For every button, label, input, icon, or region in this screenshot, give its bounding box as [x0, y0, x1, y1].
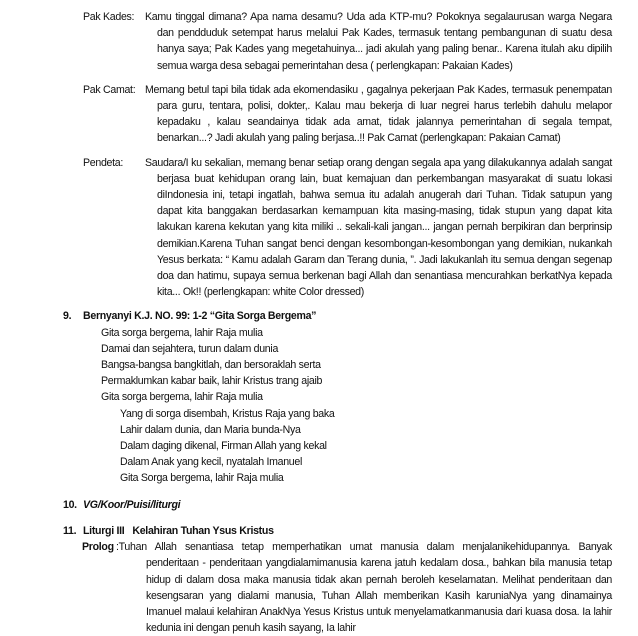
lyric-line: Yang di sorga disembah, Kristus Raja yang baka — [120, 407, 335, 420]
dialogue-text: Saudara/I ku sekalian, memang benar setiap orang dengan segala apa yang dilakukannya adalah sangat berjasa buat kehidupan orang lain, buat kemajuan dan perkembangan masyarakat di suatu lokasi diIndonesia ini, tetapi ingatlah, bahwa semua itu adalah anugerah dari Tuhan. Tidak satupun yang dapat kita banggakan berdasarkan kemampuan kita masing-masing, tidak stupun yang dapat kita lakukan karena kekutan yang kita miliki .. sekali-kali jangan... jangan pernah berpikiran dan berprinsip demikian.Karena Tuhan sangat benci dengan kesombongan-kesombongan yang demikian, nukankah Yesus berkata: “ Kamu adalah Garam dan Terang dunia, ”. Jadi lakukanlah itu semua dengan segenap doa dan hatimu, supaya semua berkenan bagi Allah dan senantiasa mencurahkan berkatNya kepada kita... Ok!! (perlengkapan: white Color dressed) — [145, 156, 612, 299]
spacer — [0, 513, 638, 523]
dialogue-pak-kades — [0, 9, 612, 74]
lyric-line: Gita sorga bergema, lahir Raja mulia — [101, 326, 263, 339]
item-number: 10. — [63, 498, 77, 511]
lyric-line: Gita sorga bergema, lahir Raja mulia — [101, 391, 263, 404]
prolog-label: Prolog — [82, 541, 114, 554]
item-9-heading — [63, 308, 638, 324]
speaker-label: Pak Camat: — [83, 83, 136, 96]
item-title: VG/Koor/Puisi/liturgi — [83, 498, 181, 511]
speaker-label: Pak Kades: — [83, 11, 135, 23]
lyric-line: Bangsa-bangsa bangkitlah, dan bersoraklah serta — [101, 359, 321, 372]
lyric-line: Damai dan sejahtera, turun dalam dunia — [101, 342, 279, 355]
item-title: Liturgi III Kelahiran Tuhan Ysus Kristus — [83, 524, 274, 537]
spacer — [0, 487, 638, 497]
item-number: 11. — [63, 524, 77, 537]
lyric-line: Dalam daging dikenal, Firman Allah yang kekal — [120, 440, 327, 453]
item-title: Bernyanyi K.J. NO. 99: 1-2 “Gita Sorga Bergema” — [83, 310, 317, 323]
speaker-label: Pendeta: — [83, 156, 124, 169]
item-10-heading — [63, 497, 638, 513]
dialogue-pendeta — [0, 155, 612, 301]
dialogue-pak-camat — [0, 82, 612, 147]
item-11-heading — [63, 523, 638, 539]
lyric-line: Lahir dalam dunia, dan Maria bunda-Nya — [120, 423, 301, 436]
lyric-line: Permaklumkan kabar baik, lahir Kristus trang ajaib — [101, 375, 323, 388]
lyric-line: Dalam Anak yang kecil, nyatalah Imanuel — [120, 456, 303, 469]
dialogue-text: Memang betul tapi bila tidak ada ekomendasiku , gagalnya pekerjaan Pak Kades, termasuk penempatan para guru, tentara, polisi, dokter,. Kalau mau bekerja di luar negrei harus terlebih dahulu melapor kepadaku , kalau seandainya tidak ada amat, tidak jalannya pemerintahan di segala tempat, benarkan...? Jadi akulah yang paling berjasa..!! Pak Camat (perlengkapan: Pakaian Camat) — [145, 83, 612, 145]
item-number: 9. — [63, 310, 72, 323]
prolog-text: :Tuhan Allah senantiasa tetap memperhatikan umat manusia dalam menjalanikehidupannya. Banyak penderitaan - penderitaan yangdialamimanusia karena jatuh kedalam dosa., bahkan bila manusia tetap hidup di dalam dosa maka manusia tidak akan pernah beroleh keselamatan. Melihat penderitaan dan kesengsaran yang dialami manusia, Tuhan Allah memberikan Kasih karuniaNya yang dinamainya Imanuel malaui kelahiran AnakNya Yesus Kristus untuk menyelamatkanmanusia dari kuasa dosa. Ia lahir kedunia ini dengan penuh kasih sayang, Ia lahir — [116, 541, 612, 635]
lyric-line: Gita Sorga bergema, lahir Raja mulia — [120, 472, 284, 485]
prolog — [0, 539, 612, 636]
dialogue-text: Kamu tinggal dimana? Apa nama desamu? Uda ada KTP-mu? Pokoknya segalaurusan warga Negara dan pendduduk setempat harus melalui Pak Kades, termasuk tentang pembangunan di suatu desa hanya saya; Pak Kades yang megetahuinya... jadi akulah yang paling benar.. Karena itulah aku dipilih semua warga desa sebagai pemerintahan desa ( perlengkapan: Pakaian Kades) — [145, 11, 612, 72]
